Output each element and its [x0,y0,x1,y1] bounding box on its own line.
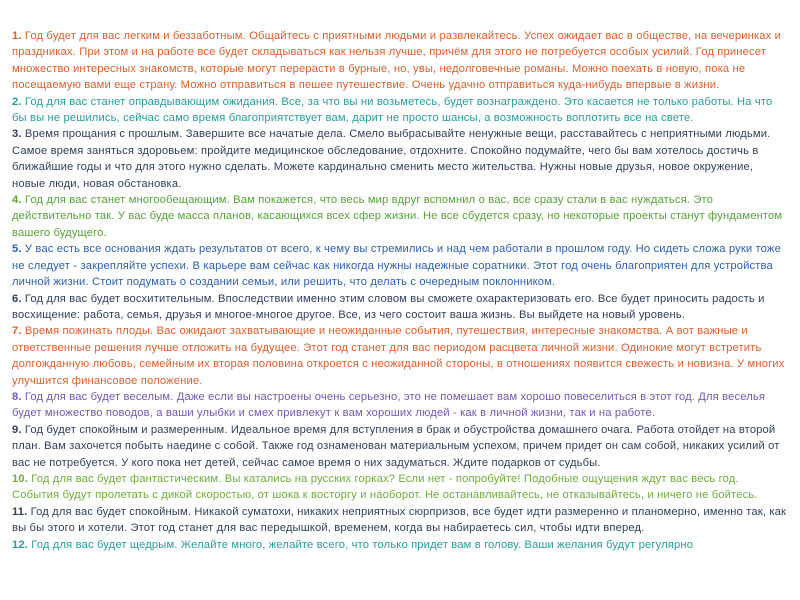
paragraph-number: 7. [12,325,22,338]
paragraph-number: 11. [12,505,28,518]
paragraph-text: У вас есть все основания ждать результатов от всего, к чему вы стремились и над чем работали в прошлом году. Но сидеть сложа руки тоже не следует - закрепляйте успехи. В карьере вам сейчас как никогда нужны надежные соратники. Этот год очень благоприятен для устройства личной жизни. Стоит подумать о создании семьи, или решить, что делать с очередным поклонником. [12,243,781,289]
paragraph-number: 4. [12,194,22,207]
paragraph-number: 3. [12,128,22,141]
paragraph-text: Год для вас будет восхитительным. Впоследствии именно этим словом вы сможете охарактеризовать его. Все будет приносить радость и восхищение: работа, семья, друзья и многое-многое другое. Все, из чего состоит ваша жизнь. Вы выйдете на новый уровень. [12,292,765,321]
paragraph-2 [12,94,788,127]
paragraph-8 [12,389,788,422]
paragraph-text: Время пожинать плоды. Вас ожидают захватывающие и неожиданные события, путешествия, интересные знакомства. А вот важные и ответственные решения лучше отложить на будущее. Этот год станет для вас периодом расцвета личной жизни. Одинокие могут встретить долгожданную любовь, семейным их вторая половина откроется с неожиданной стороны, в отношениях появится свежесть и новизна. У многих улучшится финансовое положение. [12,325,785,387]
paragraph-11 [12,504,788,537]
paragraph-text: Год будет спокойным и размеренным. Идеальное время для вступления в брак и обустройства домашнего очага. Работа отойдет на второй план. Вам захочется побыть наедине с собой. Также год ознаменован материальным успехом, причем придет он сам собой, никаких усилий от вас не потребуется. У кого пока нет детей, сейчас самое время о них задуматься. Ждите подарков от судьбы. [12,423,780,469]
paragraph-1 [12,28,788,94]
paragraph-text: Год для вас будет спокойным. Никакой суматохи, никаких неприятных сюрпризов, все будет идти размеренно и планомерно, именно так, как вы бы этого и хотели. Этот год станет для вас передышкой, временем, когда вы набираетесь сил, чтобы идти вперед. [12,505,787,535]
paragraph-3 [12,126,788,192]
paragraph-number: 6. [12,292,22,305]
paragraph-text: Год для вас станет оправдывающим ожидания. Все, за что вы ни возьметесь, будет вознаграждено. Это касается не только работы. На что бы вы не решились, сейчас само время благоприятствует вам, дарит не просто шансы, а возможность воплотить все на свете. [12,95,773,125]
paragraph-9 [12,422,788,471]
paragraph-number: 8. [12,390,22,403]
paragraph-7 [12,323,788,389]
paragraph-6 [12,291,788,324]
paragraph-5 [12,241,788,290]
paragraph-number: 10. [12,472,29,485]
horoscope-text [12,28,788,553]
paragraph-text: Год будет для вас легким и беззаботным. Общайтесь с приятными людьми и развлекайтесь. Успех ожидает вас в обществе, на вечеринках и праздниках. При этом и на работе все будет складываться как нельзя лучше, причём для этого не потребуется особых усилий. Год принесет множество интересных знакомств, которые могут перерасти в бурные, но, увы, недолговечные романы. Можно поехать в новую, пока не посещаемую вами еще страну. Можно отправиться в пешее путешествие. Очень удачно отправиться куда-нибудь впервые в жизни. [12,30,782,92]
paragraph-number: 9. [12,423,22,436]
paragraph-number: 1. [12,30,22,42]
paragraph-number: 12. [12,538,29,551]
paragraph-text: Год для вас будет веселым. Даже если вы настроены очень серьезно, это не помешает вам хорошо повеселиться в этот год. Для веселья будет множество поводов, а ваши улыбки и смех привлекут к вам хороших людей - как в личной жизни, так и на работе. [12,390,766,420]
paragraph-text: Год для вас станет многообещающим. Вам покажется, что весь мир вдруг вспомнил о вас, все сразу стали в вас нуждаться. Это действительно так. У вас буде масса планов, касающихся всех сфер жизни. Не все сбудется сразу, но некоторые проекты станут фундаментом вашего будущего. [12,194,783,239]
paragraph-text: Время прощания с прошлым. Завершите все начатые дела. Смело выбрасывайте ненужные вещи, расставайтесь с неприятными людьми. Самое время заняться здоровьем: пройдите медицинское обследование, отдохните. Спокойно подумайте, чего бы вам хотелось достичь в ближайшие годы и что для этого нужно сделать. Можете кардинально сменить место жительства. Нужны новые друзья, новое окружение, новые люди, новая обстановка. [12,128,771,190]
paragraph-4 [12,192,788,241]
paragraph-number: 2. [12,95,22,108]
paragraph-text: Год для вас будет фантастическим. Вы катались на русских горках? Если нет - попробуйте! Подобные ощущения ждут вас весь год. События будут пролетать с дикой скоростью, от шока к восторгу и наоборот. Не останавливайтесь, не отказывайтесь, и ничего не бойтесь. [12,472,758,502]
paragraph-text: Год для вас будет щедрым. Желайте много, желайте всего, что только придет вам в голову. Ваши желания будут регулярно [28,538,694,551]
paragraph-12 [12,537,788,553]
paragraph-number: 5. [12,243,22,256]
paragraph-10 [12,471,788,504]
